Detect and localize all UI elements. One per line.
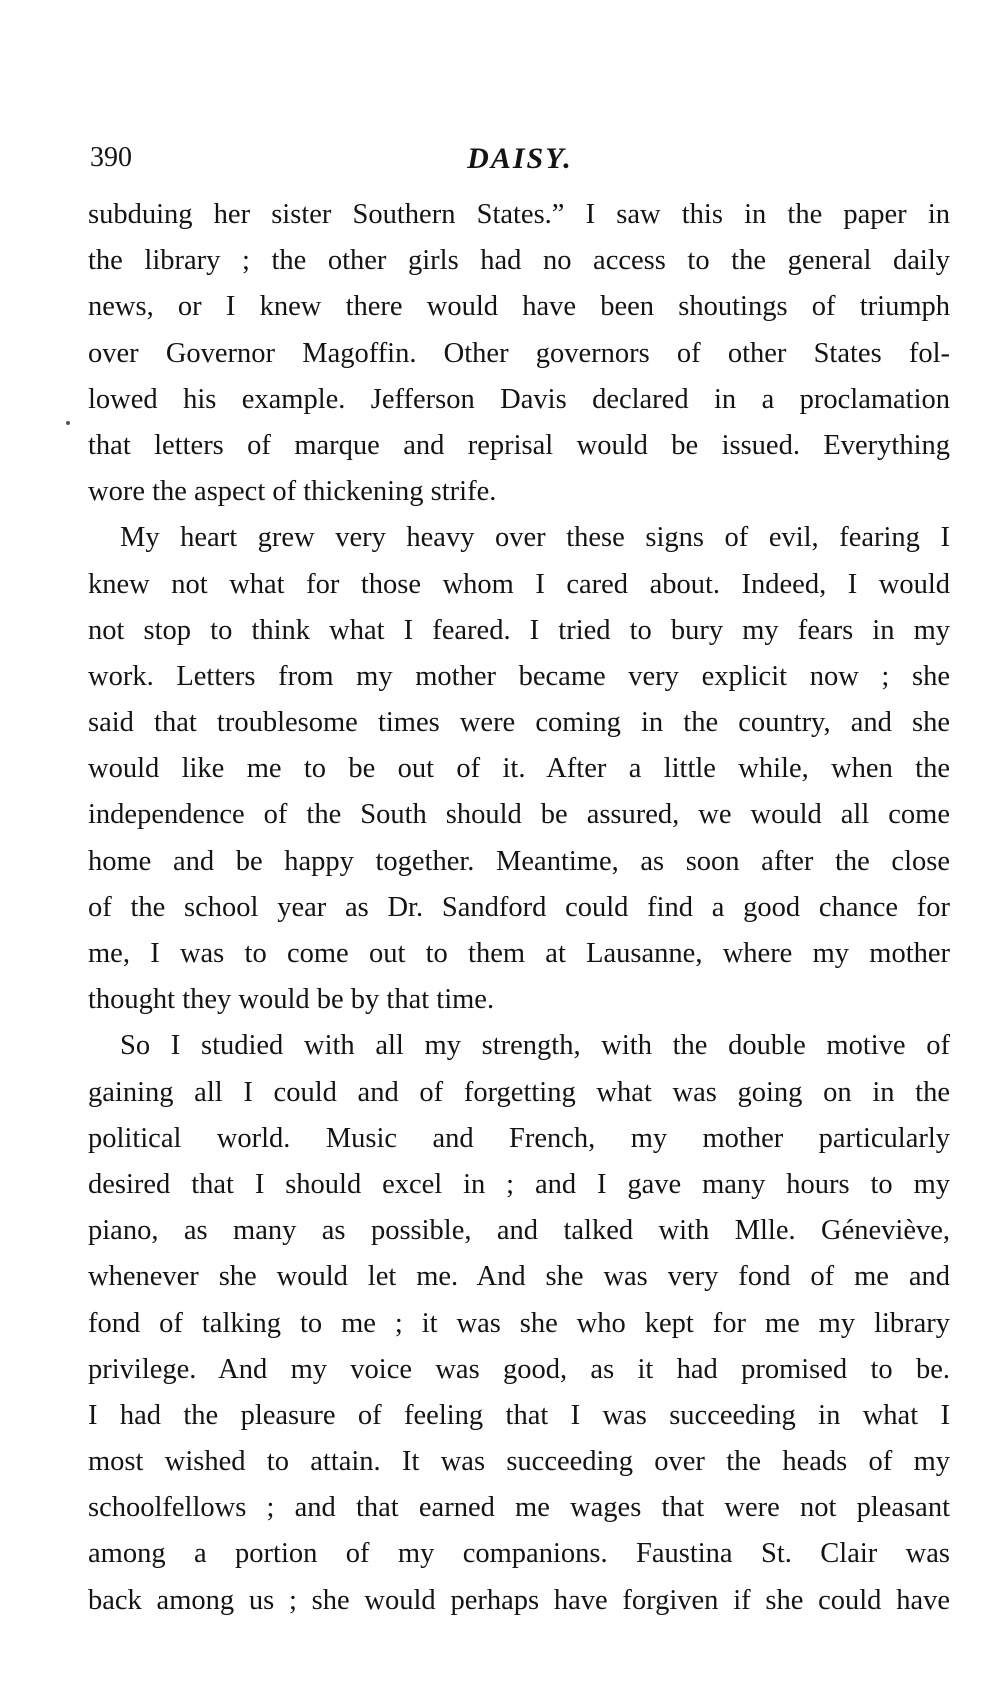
text-line: home and be happy together. Meantime, as soon after the close [88,845,950,877]
text-line: schoolfellows ; and that earned me wages that were not pleasant [88,1492,950,1524]
text-line: desired that I should excel in ; and I gave many hours to my [88,1168,950,1200]
text-line: piano, as many as possible, and talked with Mlle. Géneviève, [88,1215,950,1247]
text-line: of the school year as Dr. Sandford could find a good chance for [88,891,950,923]
page-header [90,142,950,182]
text-line: whenever she would let me. And she was very fond of me and [88,1261,950,1293]
text-line: My heart grew very heavy over these signs of evil, fearing I [120,522,950,554]
text-line: subduing her sister Southern States.” I saw this in the paper in [88,199,950,230]
text-line: news, or I knew there would have been shoutings of triumph [88,291,950,323]
text-line: privilege. And my voice was good, as it had promised to be. [88,1353,950,1385]
text-line: not stop to think what I feared. I tried to bury my fears in my [88,614,950,646]
text-line: thought they would be by that time. [88,984,495,1016]
paragraph-2 [88,515,950,1023]
text-line: among a portion of my companions. Faustina St. Clair was [88,1538,950,1570]
body-text [88,192,950,1624]
text-line: that letters of marque and reprisal would be issued. Everything [88,429,950,461]
text-line: said that troublesome times were coming in the country, and she [88,707,950,739]
page-number: 390 [90,142,132,173]
text-line: me, I was to come out to them at Lausanne, where my mother [88,938,950,969]
text-line: political world. Music and French, my mother particularly [88,1122,950,1154]
text-line: the library ; the other girls had no access to the general daily [88,245,950,277]
text-line: over Governor Magoffin. Other governors of other States fol- [88,337,950,369]
text-line: fond of talking to me ; it was she who kept for me my library [88,1307,950,1339]
text-line: work. Letters from my mother became very explicit now ; she [88,660,950,692]
paragraph-3 [88,1023,950,1623]
text-line: back among us ; she would perhaps have forgiven if she could have [88,1584,950,1616]
text-line: knew not what for those whom I cared about. Indeed, I would [88,568,950,600]
paragraph-1 [88,192,950,515]
text-line: So I studied with all my strength, with the double motive of [120,1030,950,1062]
text-line: would like me to be out of it. After a little while, when the [88,753,950,785]
text-line: independence of the South should be assured, we would all come [88,799,950,831]
margin-mark [66,421,70,425]
text-line: gaining all I could and of forgetting what was going on in the [88,1076,950,1108]
running-title: DAISY. [467,142,573,175]
text-line: lowed his example. Jefferson Davis declared in a proclamation [88,383,950,415]
text-line: wore the aspect of thickening strife. [88,476,497,508]
text-line: I had the pleasure of feeling that I was succeeding in what I [88,1399,950,1431]
text-line: most wished to attain. It was succeeding over the heads of my [88,1446,950,1478]
